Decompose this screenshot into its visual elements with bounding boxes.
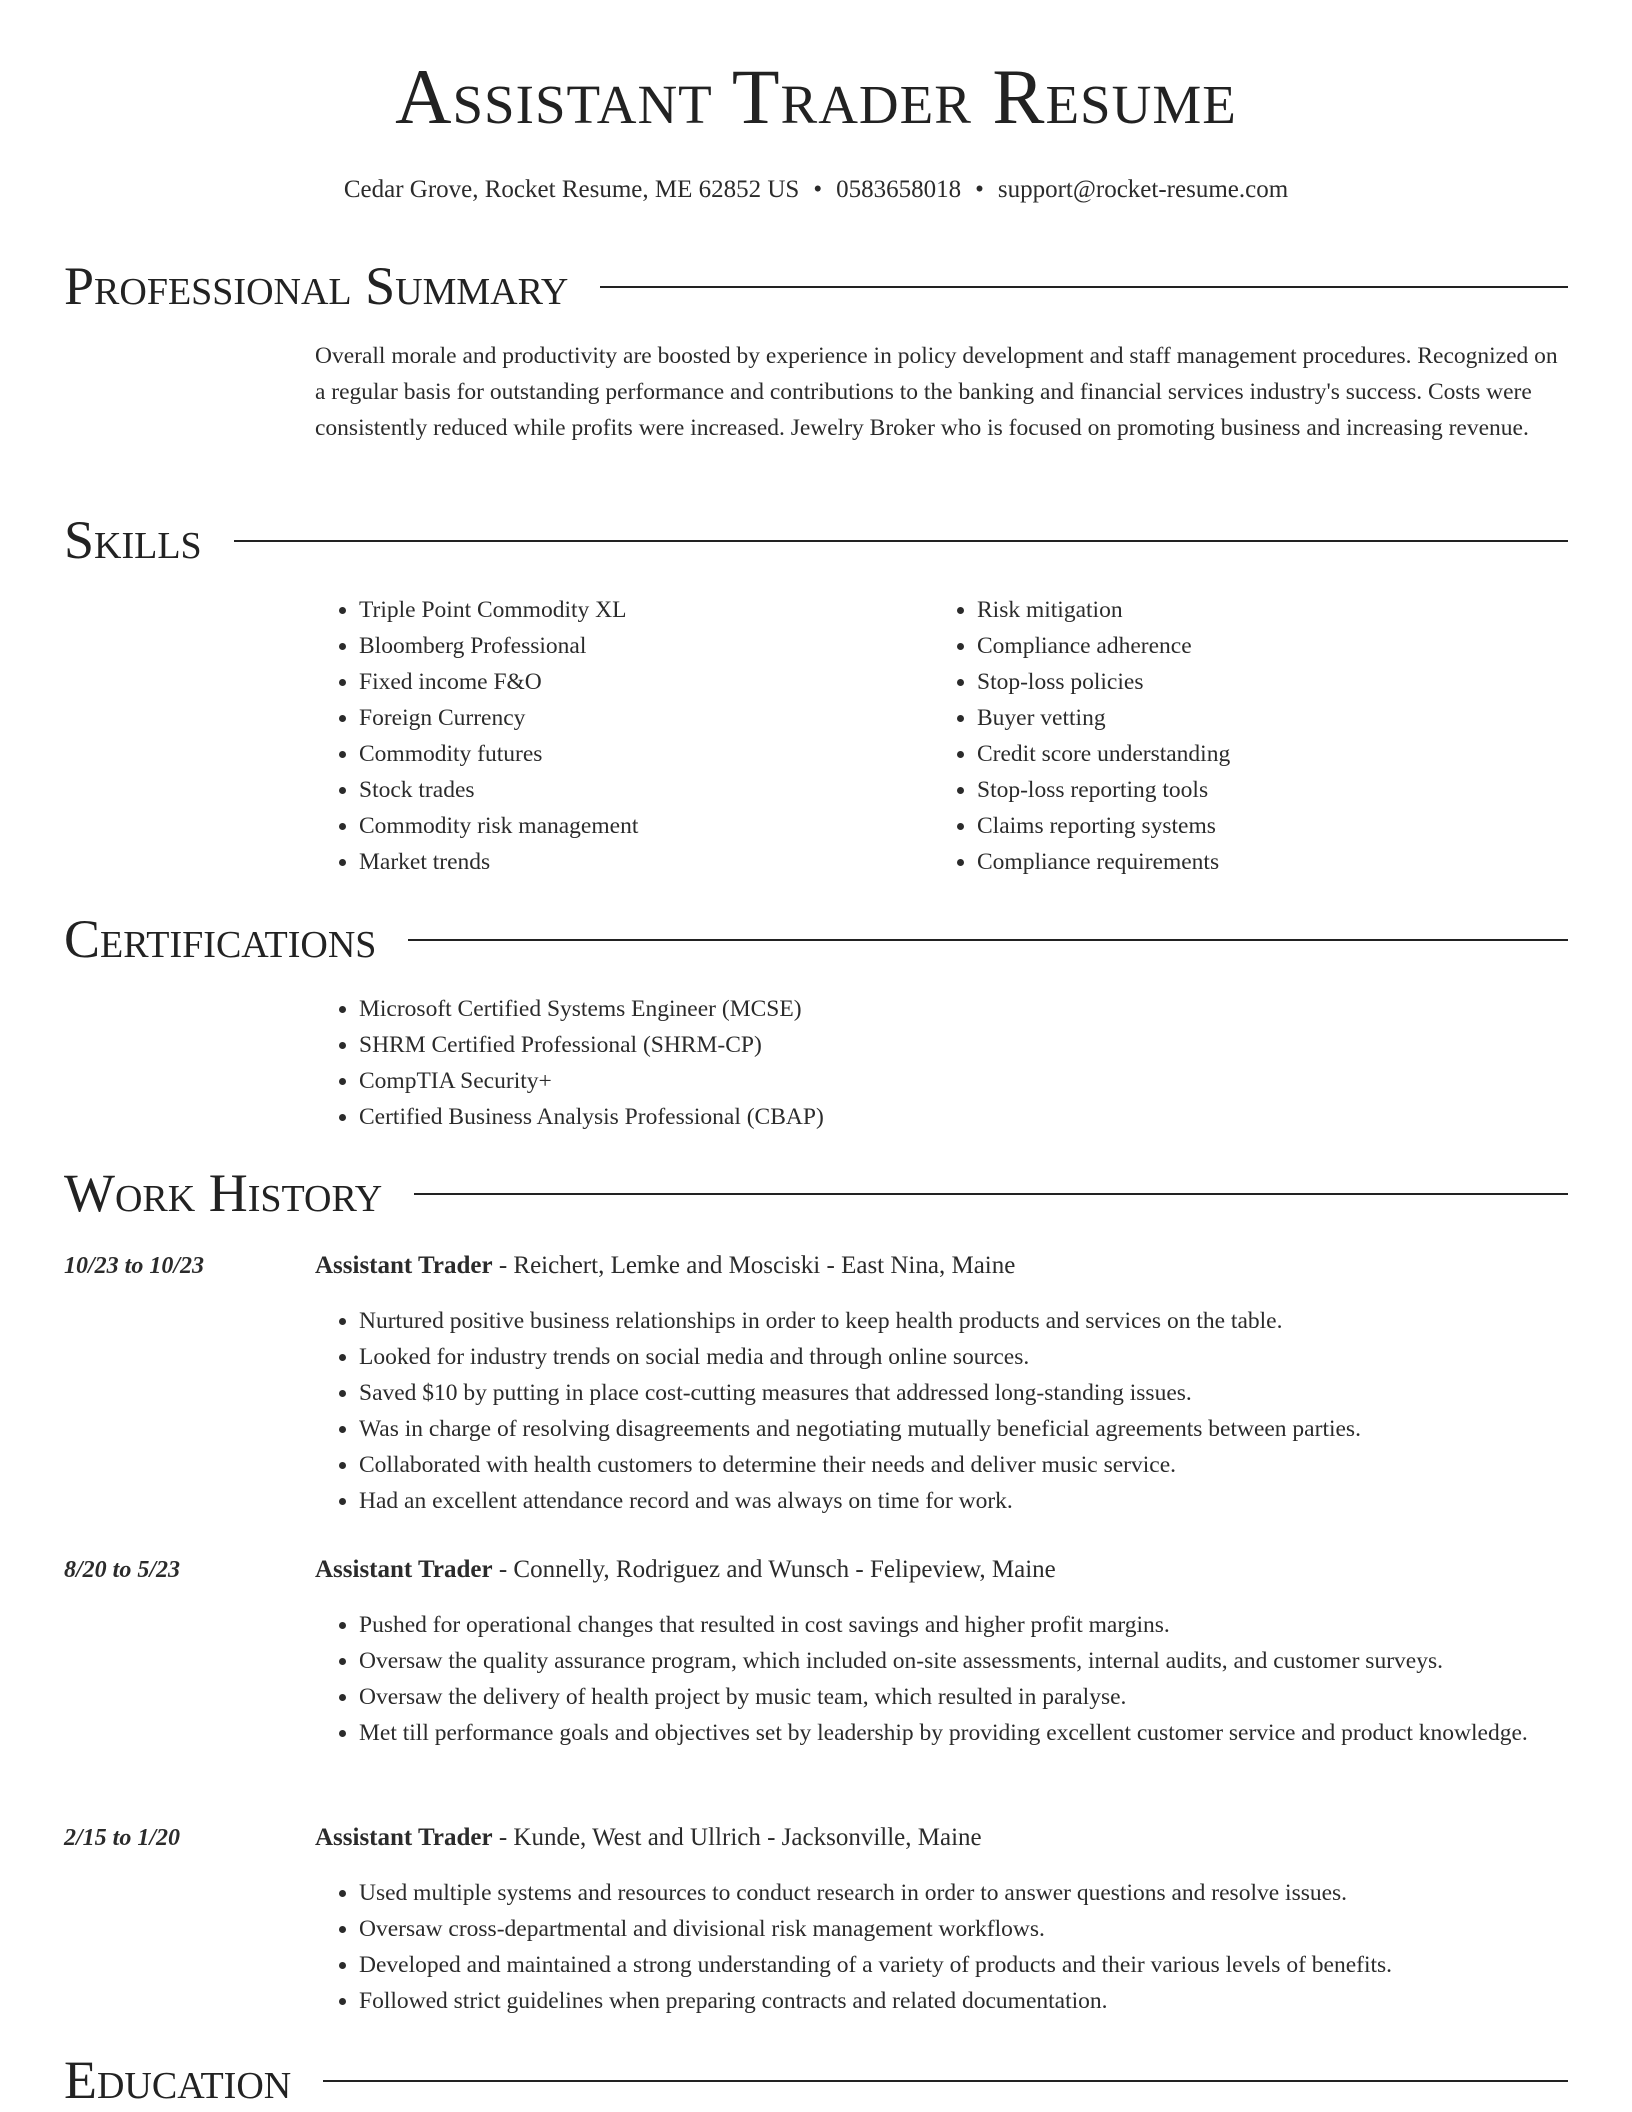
skills-list-right bbox=[933, 592, 1551, 880]
job-dates: 8/20 to 5/23 bbox=[64, 1557, 181, 1583]
section-divider bbox=[414, 1193, 1568, 1195]
job-bullet-list bbox=[315, 1303, 1568, 1519]
section-title-work-history: Work History bbox=[64, 1163, 383, 1223]
job-bullet: • Had an excellent attendance record and was always on time for work. bbox=[359, 1483, 1568, 1519]
skill-item: • Compliance requirements bbox=[977, 844, 1551, 880]
certification-item: • SHRM Certified Professional (SHRM-CP) bbox=[359, 1027, 1568, 1063]
job-dates: 2/15 to 1/20 bbox=[64, 1825, 181, 1851]
contact-address: Cedar Grove, Rocket Resume, ME 62852 US bbox=[343, 176, 800, 203]
section-title-skills: Skills bbox=[64, 510, 202, 570]
job-bullet: • Nurtured positive business relationships in order to keep health products and services on the table. bbox=[359, 1303, 1568, 1339]
job-heading bbox=[315, 1821, 1568, 1855]
job-title: Assistant Trader bbox=[315, 1824, 493, 1851]
section-divider bbox=[323, 2080, 1568, 2082]
job-title: Assistant Trader bbox=[315, 1252, 493, 1279]
job-bullets bbox=[315, 1875, 1568, 2019]
job-bullet: • Was in charge of resolving disagreements and negotiating mutually beneficial agreements between parties. bbox=[359, 1411, 1568, 1447]
summary-text: Overall morale and productivity are boosted by experience in policy development and staff management procedures. Recognized on a regular basis for outstanding performance and contributions to the banking and financial services industry's success. Costs were consistently reduced while profits were increased. Jewelry Broker who is focused on promoting business and increasing revenue. bbox=[315, 343, 1558, 441]
job-employer: - Kunde, West and Ullrich - Jacksonville, Maine bbox=[492, 1824, 982, 1851]
job-bullets bbox=[315, 1607, 1568, 1751]
skill-item: • Stop-loss reporting tools bbox=[977, 772, 1551, 808]
job-bullet: • Saved $10 by putting in place cost-cutting measures that addressed long-standing issues. bbox=[359, 1375, 1568, 1411]
skills-column-right bbox=[933, 592, 1551, 880]
job-employer: - Connelly, Rodriguez and Wunsch - Felipeview, Maine bbox=[492, 1556, 1056, 1583]
section-header bbox=[64, 510, 1568, 570]
section-title-summary: Professional Summary bbox=[64, 256, 569, 316]
certifications-section bbox=[64, 909, 1568, 969]
section-header bbox=[64, 2050, 1568, 2110]
section-divider bbox=[234, 540, 1568, 542]
skills-column-left bbox=[315, 592, 933, 880]
job-bullet: • Followed strict guidelines when preparing contracts and related documentation. bbox=[359, 1983, 1568, 2019]
skill-item: • Buyer vetting bbox=[977, 700, 1551, 736]
contact-phone: 0583658018 bbox=[836, 176, 962, 203]
certifications-items bbox=[315, 991, 1568, 1135]
skill-item: • Fixed income F&O bbox=[359, 664, 933, 700]
job-bullets bbox=[315, 1303, 1568, 1519]
skill-item: • Market trends bbox=[359, 844, 933, 880]
skill-item: • Triple Point Commodity XL bbox=[359, 592, 933, 628]
section-title-education: Education bbox=[64, 2050, 292, 2110]
contact-email: support@rocket-resume.com bbox=[997, 176, 1289, 203]
skill-item: • Risk mitigation bbox=[977, 592, 1551, 628]
certification-item: • Microsoft Certified Systems Engineer (MCSE) bbox=[359, 991, 1568, 1027]
skill-item: • Bloomberg Professional bbox=[359, 628, 933, 664]
job-bullet-list bbox=[315, 1875, 1568, 2019]
job-bullet: • Used multiple systems and resources to conduct research in order to answer questions and resolve issues. bbox=[359, 1875, 1568, 1911]
job-employer: - Reichert, Lemke and Mosciski - East Nina, Maine bbox=[492, 1252, 1016, 1279]
contact-separator: • bbox=[975, 176, 984, 203]
job-bullet: • Met till performance goals and objectives set by leadership by providing excellent customer service and product knowledge. bbox=[359, 1715, 1568, 1751]
section-divider bbox=[600, 286, 1568, 288]
education-section bbox=[64, 2050, 1568, 2110]
work-history-section bbox=[64, 1163, 1568, 1223]
job-title: Assistant Trader bbox=[315, 1556, 493, 1583]
section-header bbox=[64, 1163, 1568, 1223]
job-dates: 10/23 to 10/23 bbox=[64, 1253, 205, 1279]
skill-item: • Credit score understanding bbox=[977, 736, 1551, 772]
resume-title: Assistant Trader Resume bbox=[395, 53, 1237, 140]
skill-item: • Stock trades bbox=[359, 772, 933, 808]
section-header bbox=[64, 909, 1568, 969]
contact-separator: • bbox=[813, 176, 823, 203]
section-divider bbox=[408, 939, 1568, 941]
job-heading bbox=[315, 1553, 1568, 1587]
skill-item: • Foreign Currency bbox=[359, 700, 933, 736]
skill-item: • Claims reporting systems bbox=[977, 808, 1551, 844]
job-bullet: • Collaborated with health customers to determine their needs and deliver music service. bbox=[359, 1447, 1568, 1483]
certifications-list bbox=[315, 991, 1568, 1135]
job-bullet: • Oversaw cross-departmental and divisional risk management workflows. bbox=[359, 1911, 1568, 1947]
skills-list-left bbox=[315, 592, 933, 880]
section-title-certifications: Certifications bbox=[64, 909, 377, 969]
job-heading bbox=[315, 1249, 1568, 1283]
summary-section bbox=[64, 256, 1568, 316]
section-header bbox=[64, 256, 1568, 316]
job-bullet: • Developed and maintained a strong understanding of a variety of products and their various levels of benefits. bbox=[359, 1947, 1568, 1983]
job-bullet: • Looked for industry trends on social media and through online sources. bbox=[359, 1339, 1568, 1375]
skills-section bbox=[64, 510, 1568, 570]
job-bullet-list bbox=[315, 1607, 1568, 1751]
skill-item: • Compliance adherence bbox=[977, 628, 1551, 664]
skills-list bbox=[315, 592, 1568, 880]
skill-item: • Commodity futures bbox=[359, 736, 933, 772]
contact-line bbox=[64, 176, 1568, 204]
skill-item: • Commodity risk management bbox=[359, 808, 933, 844]
skill-item: • Stop-loss policies bbox=[977, 664, 1551, 700]
job-bullet: • Oversaw the delivery of health project by music team, which resulted in paralyse. bbox=[359, 1679, 1568, 1715]
job-bullet: • Pushed for operational changes that resulted in cost savings and higher profit margins. bbox=[359, 1607, 1568, 1643]
certification-item: • CompTIA Security+ bbox=[359, 1063, 1568, 1099]
certification-item: • Certified Business Analysis Professional (CBAP) bbox=[359, 1099, 1568, 1135]
job-bullet: • Oversaw the quality assurance program, which included on-site assessments, internal audits, and customer surveys. bbox=[359, 1643, 1568, 1679]
